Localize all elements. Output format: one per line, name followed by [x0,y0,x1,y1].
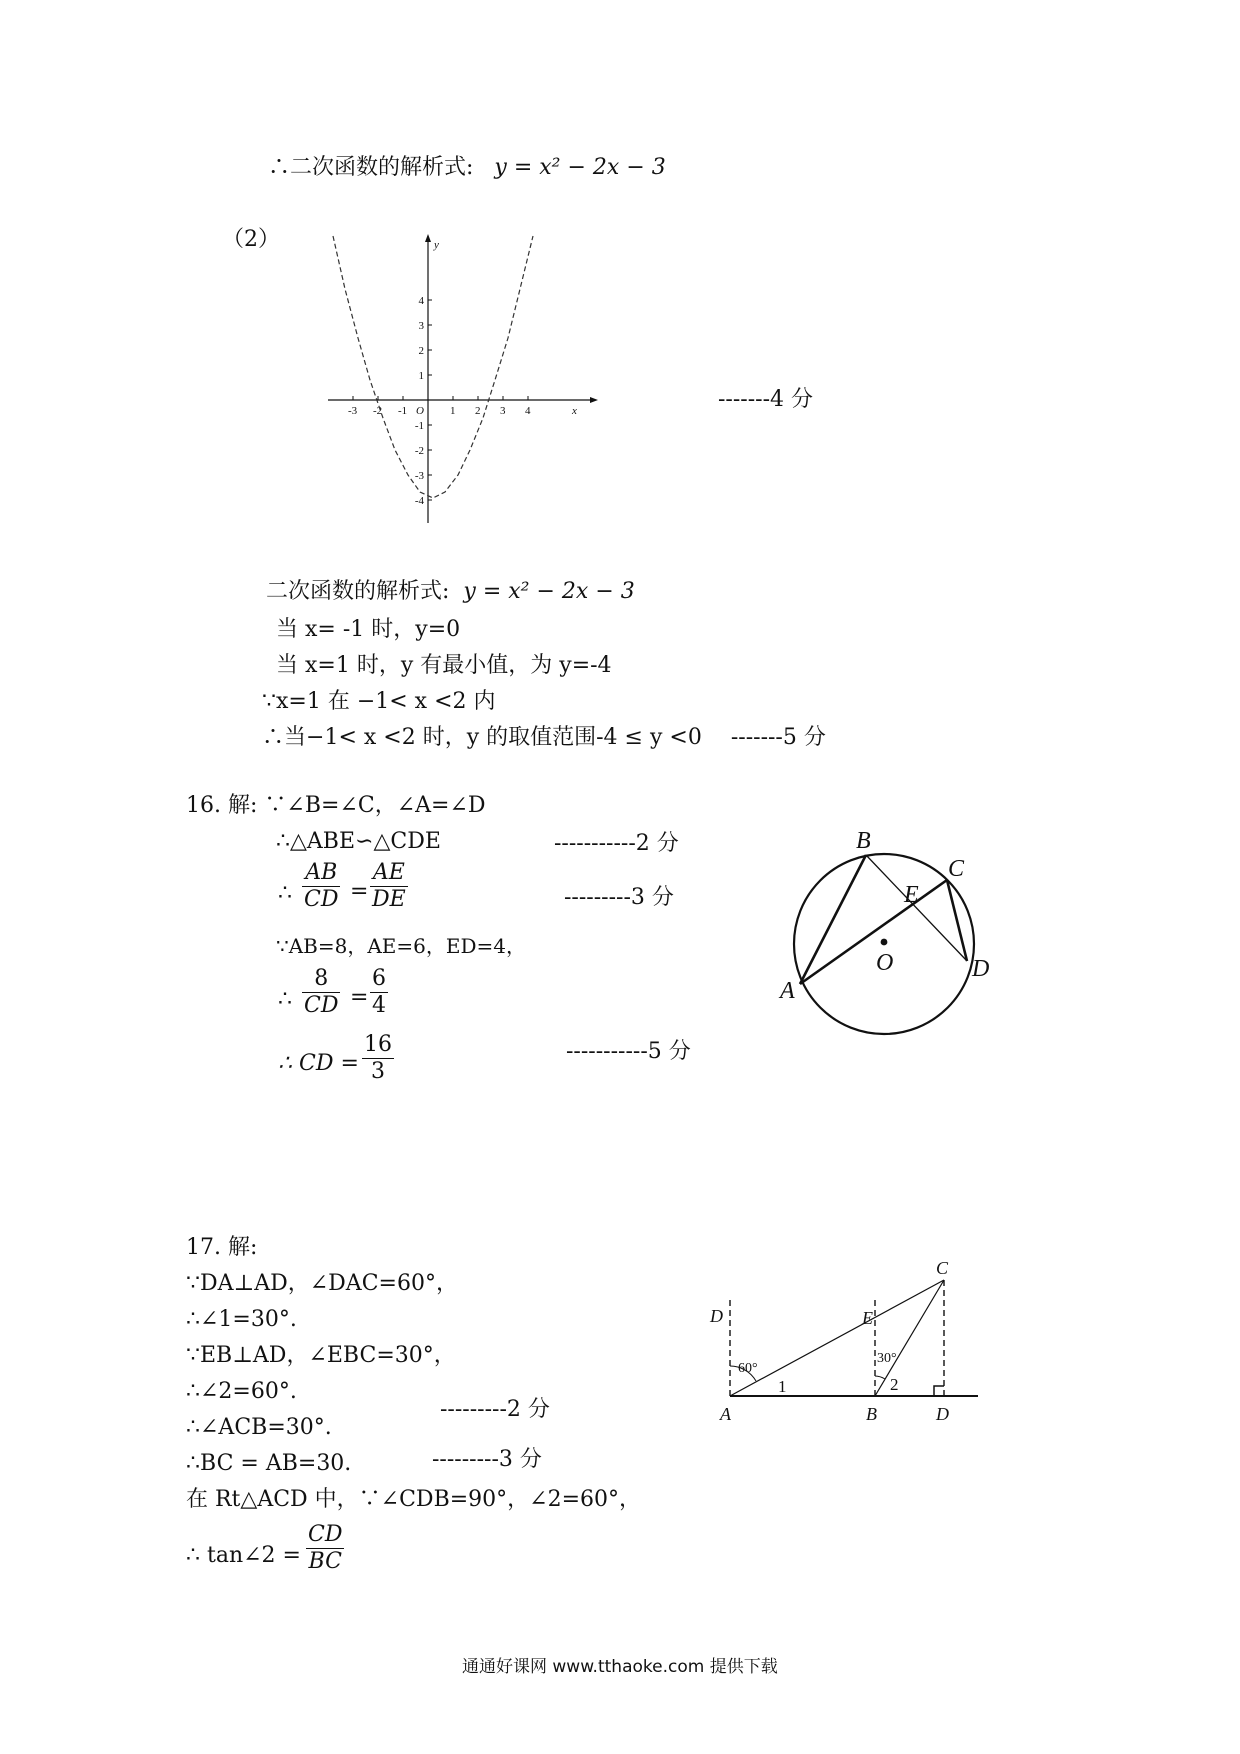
part2-line-2: 当 x= -1 时，y=0 [276,617,461,642]
q17-line: ∴BC = AB=30. [186,1451,352,1476]
x-tick-label: -1 [398,405,408,417]
parabola-curve [333,236,533,498]
q16-therefore: ∴ [278,881,292,906]
q17-line: ∵EB⊥AD，∠EBC=30°， [186,1343,456,1368]
point-label: O [876,950,894,976]
y-tick-label: 4 [418,295,424,307]
q17-line: ∵DA⊥AD，∠DAC=60°， [186,1271,458,1296]
x-tick-label: 4 [525,405,531,417]
angle-label: 30° [877,1351,897,1366]
point-label: A [780,978,795,1004]
q16-values: ∵AB=8，AE=6，ED=4， [276,934,526,958]
point-label: C [936,1258,949,1278]
y-tick-label: -1 [414,420,424,432]
q16-score-5: -----------5 分 [566,1039,691,1064]
part2-label: （2） [222,227,280,252]
x-tick-label: -2 [373,405,383,417]
x-axis-label: x [572,405,577,417]
q17-line: 在 Rt△ACD 中，∵∠CDB=90°，∠2=60°， [186,1487,642,1512]
q17-line: ∴∠2=60°. [186,1379,297,1404]
y-tick-label: 1 [418,370,424,382]
point-label: D [710,1306,723,1326]
score-5: -------5 分 [730,725,826,750]
footer: 通通好课网 www.tthaoke.com 提供下载 [462,1657,778,1677]
x-tick-label: 2 [475,405,481,417]
x-tick-label: O [416,405,424,417]
point-label: B [856,828,871,854]
q16-similar: ∴△ABE∽△CDE [276,829,441,854]
x-tick-label: 3 [500,405,506,417]
q16-score-3: ---------3 分 [564,885,674,910]
fraction-ab-cd: $\frac{AB}{CD}$ [304,860,339,912]
fraction-cd-bc: $\frac{CD}{BC}$ [308,1522,343,1574]
q17-head: 17. 解: [186,1235,258,1260]
fraction-8-cd: $\frac{8}{CD}$ [304,966,339,1018]
point-label: B [866,1404,877,1424]
fraction-ae-de: $\frac{AE}{DE}$ [372,860,406,912]
triangle-figure [700,1254,990,1432]
y-tick-label: 2 [418,345,424,357]
part2-line-1: 二次函数的解析式: y = x² − 2x − 3 [266,579,635,604]
q16-result-pre: ∴ CD = [278,1051,359,1076]
y-tick-label: -4 [414,495,424,507]
part2-line-3: 当 x=1 时，y 有最小值，为 y=-4 [276,653,612,678]
q17-line: ∴∠ACB=30°. [186,1415,332,1440]
q16-score-2: -----------2 分 [554,831,679,856]
parabola-graph [320,228,600,528]
angle-label: 60° [738,1361,758,1376]
point-label: A [720,1404,731,1424]
point-label: E [862,1308,873,1328]
fraction-6-4: $\frac{6}{4}$ [372,966,386,1018]
q16-therefore-2: ∴ [278,987,292,1012]
x-tick-label: 1 [450,405,456,417]
y-tick-label: 3 [418,320,424,332]
q17-score-3: ---------3 分 [432,1447,542,1472]
angle-label: 1 [778,1377,787,1396]
q17-line: ∴∠1=30°. [186,1307,297,1332]
point-label: D [936,1404,949,1424]
y-tick-label: -2 [414,445,424,457]
q17-tan-pre: ∴ tan∠2 = [186,1543,301,1568]
part2-line-5: ∴当−1< x <2 时，y 的取值范围-4 ≤ y <0 -------5 分 [262,725,826,750]
y-axis-label: y [434,239,439,251]
conclusion-text: ∴二次函数的解析式: y = x² − 2x − 3 [268,155,666,180]
circle-figure [770,826,1010,1036]
x-tick-label: -3 [348,405,358,417]
part2-line-4: ∵x=1 在 −1< x <2 内 [262,689,496,714]
point-label: D [972,956,990,982]
score-4: -------4 分 [718,387,814,412]
formula: y = x² − 2x − 3 [494,155,666,180]
angle-label: 2 [890,1375,899,1394]
fraction-16-3: $\frac{16}{3}$ [364,1032,392,1084]
q16-head: 16. 解: ∵∠B=∠C，∠A=∠D [186,793,486,818]
point-label: E [904,882,919,908]
q17-score-2: ---------2 分 [440,1397,550,1422]
point-label: C [948,856,965,882]
y-tick-label: -3 [414,470,424,482]
equals-sign: = [350,879,369,904]
equals-sign: = [350,985,369,1010]
